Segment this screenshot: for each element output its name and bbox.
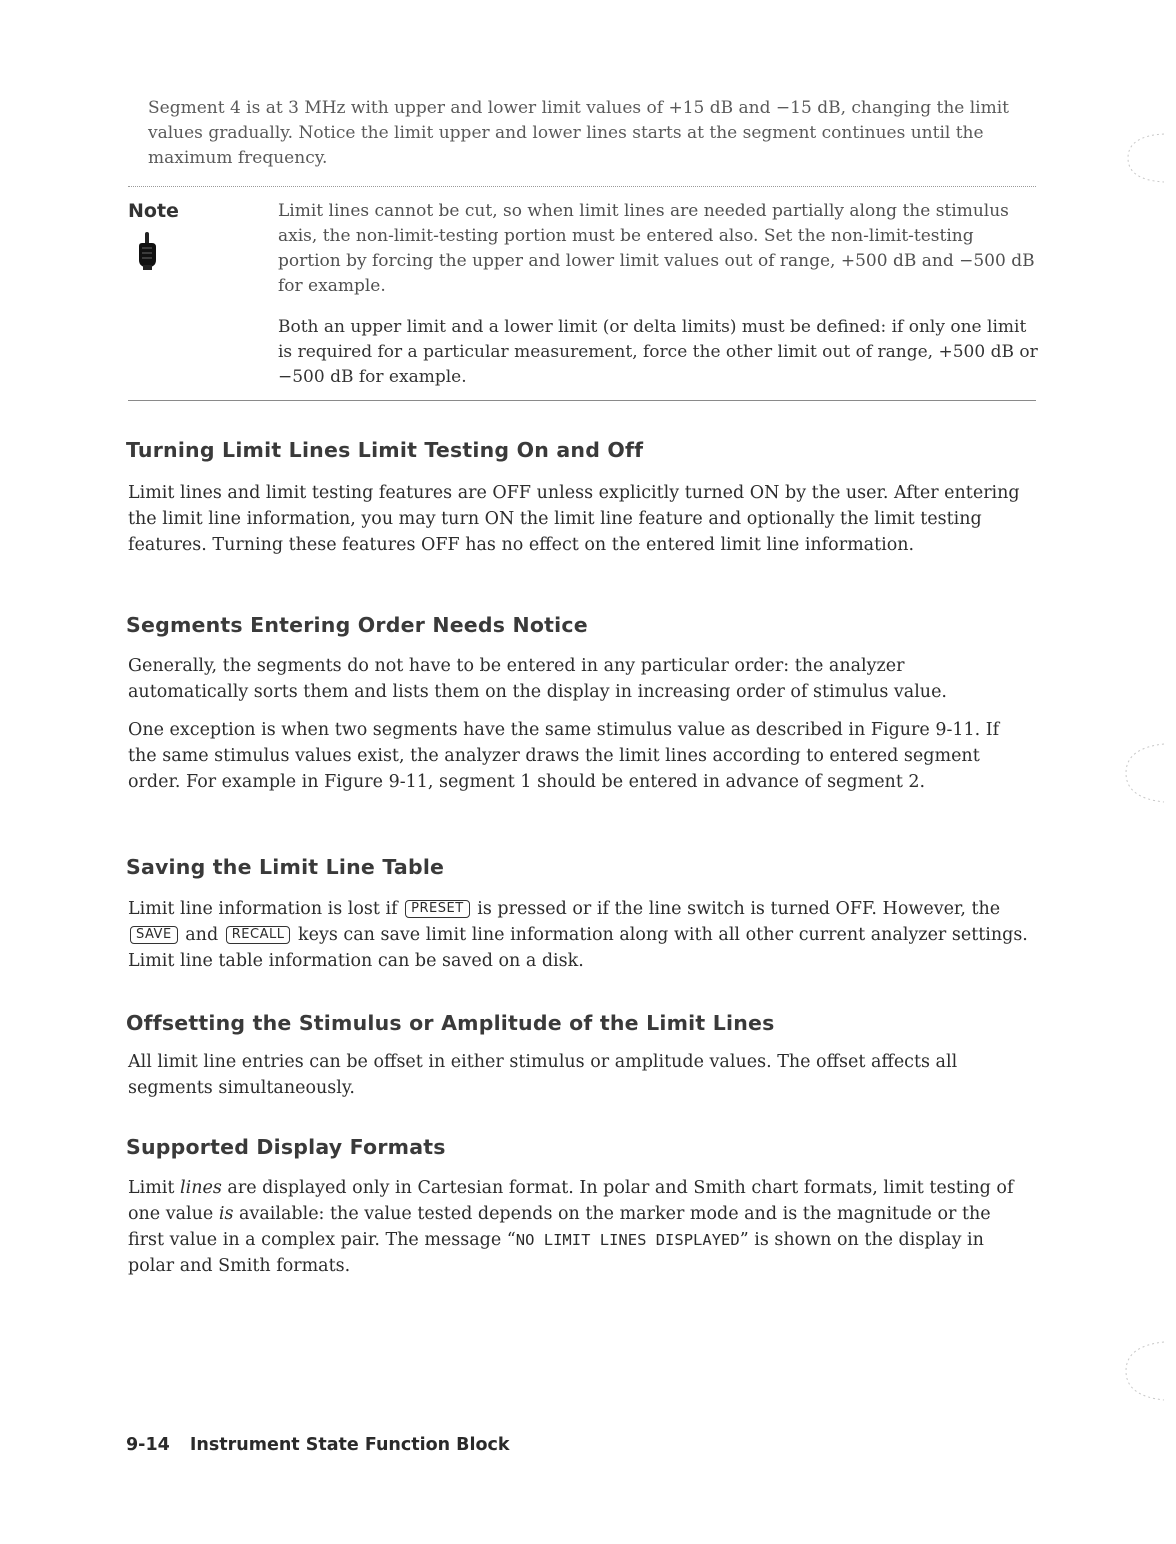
- section-body-segments-1: Generally, the segments do not have to be entered in any particular order: the analyzer automatically sorts them and lists them on the display in increasing order of stimulus value.: [128, 656, 947, 702]
- section-heading-segments: Segments Entering Order Needs Notice: [126, 613, 588, 637]
- formats-text-a: Limit: [128, 1178, 175, 1198]
- section-body-saving: [128, 896, 1028, 974]
- saving-text-d: keys can save limit line information along with all other current analyzer settings. Limit line table information can be saved on a disk.: [128, 925, 1028, 971]
- recall-key: RECALL: [226, 926, 291, 944]
- note-paragraph-1: Limit lines cannot be cut, so when limit lines are needed partially along the stimulus axis, the non-limit-testing portion must be entered also. Set the non-limit-testing portion by forcing the upper and lower limit values out of range, +500 dB and −500 dB for example.: [278, 201, 1035, 296]
- saving-text-c: and: [185, 925, 219, 945]
- saving-text-b: is pressed or if the line switch is turned OFF. However, the: [477, 899, 1001, 919]
- formats-em-lines: lines: [180, 1178, 222, 1198]
- hand-pointing-icon: [136, 232, 158, 270]
- section-body-turning: Limit lines and limit testing features are OFF unless explicitly turned ON by the user. After entering the limit line information, you may turn ON the limit line feature and optionally the limit testing features. Turning these features OFF has no effect on the entered limit line information.: [128, 483, 1020, 555]
- note-top-rule: [128, 186, 1036, 187]
- save-key: SAVE: [130, 926, 178, 944]
- formats-em-is: is: [218, 1204, 234, 1224]
- note-bottom-rule: [128, 400, 1036, 401]
- section-body-segments-2: One exception is when two segments have the same stimulus value as described in Figure 9-11. If the same stimulus values exist, the analyzer draws the limit lines according to entered segment order. For example in Figure 9-11, segment 1 should be entered in advance of segment 2.: [128, 720, 1000, 792]
- formats-text-b: are displayed only in Cartesian format. In polar and Smith chart formats, limit testing of one value: [128, 1178, 1014, 1224]
- intro-paragraph: Segment 4 is at 3 MHz with upper and lower limit values of +15 dB and −15 dB, changing the limit values gradually. Notice the limit upper and lower lines starts at the segment continues until the maximum frequency.: [148, 98, 1009, 168]
- section-heading-formats: Supported Display Formats: [126, 1135, 446, 1159]
- section-heading-offsetting: Offsetting the Stimulus or Amplitude of the Limit Lines: [126, 1011, 775, 1035]
- section-body-formats: [128, 1175, 1028, 1279]
- page-number: 9-14: [126, 1435, 170, 1455]
- note-label: Note: [128, 200, 179, 222]
- saving-text-a: Limit line information is lost if: [128, 899, 398, 919]
- note-paragraph-2: Both an upper limit and a lower limit (or delta limits) must be defined: if only one limit is required for a particular measurement, force the other limit out of range, +500 dB or −500 dB for example.: [278, 317, 1038, 387]
- binder-hole-mark: [1118, 738, 1168, 808]
- formats-text-d: ” is shown on the display in polar and Smith formats.: [128, 1230, 984, 1276]
- footer-title: Instrument State Function Block: [189, 1435, 510, 1455]
- section-body-offsetting: All limit line entries can be offset in either stimulus or amplitude values. The offset affects all segments simultaneously.: [128, 1052, 958, 1098]
- preset-key: PRESET: [405, 900, 470, 918]
- section-heading-turning: Turning Limit Lines Limit Testing On and Off: [126, 438, 644, 462]
- page-footer: [126, 1435, 510, 1455]
- formats-message: NO LIMIT LINES DISPLAYED: [515, 1231, 740, 1249]
- binder-hole-mark: [1118, 1336, 1168, 1406]
- formats-text-c: available: the value tested depends on the marker mode and is the magnitude or the first value in a complex pair. The message “: [128, 1204, 991, 1250]
- section-heading-saving: Saving the Limit Line Table: [126, 855, 445, 879]
- binder-hole-mark: [1118, 128, 1168, 188]
